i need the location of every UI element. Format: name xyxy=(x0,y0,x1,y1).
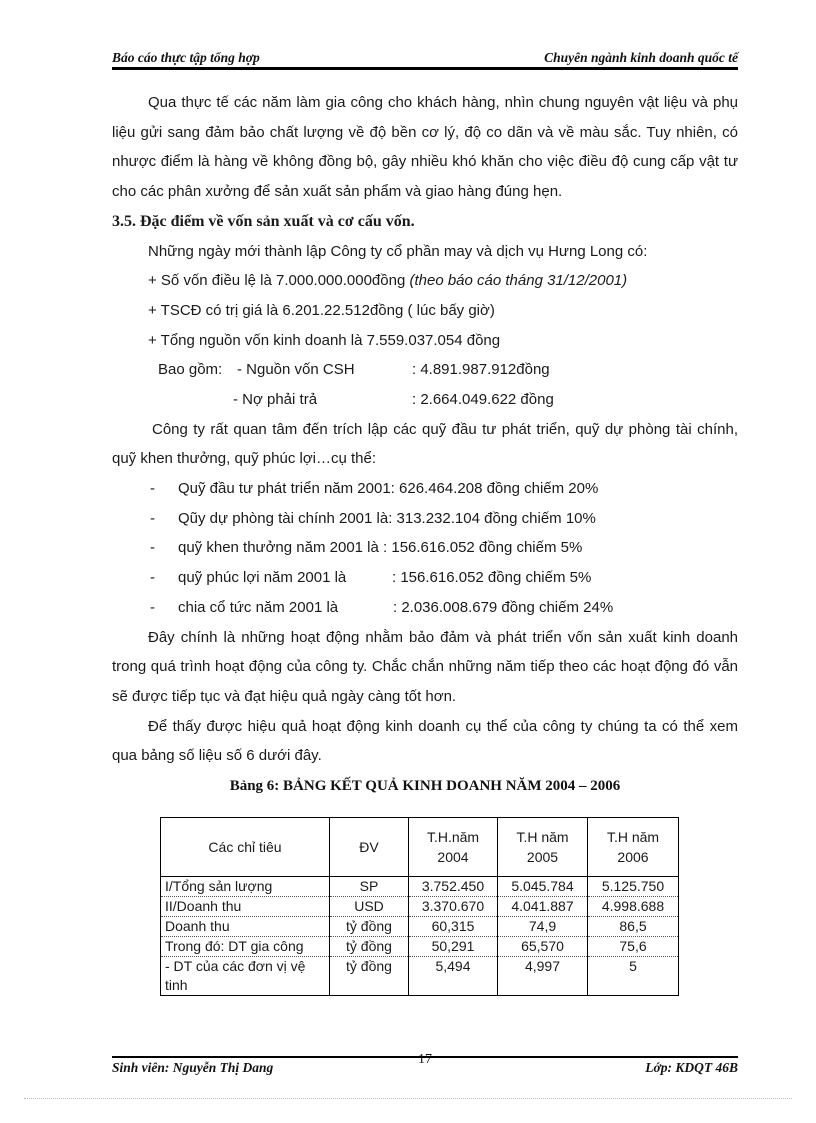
paragraph-intro: Những ngày mới thành lập Công ty cổ phần may và dịch vụ Hưng Long có: xyxy=(148,242,648,260)
debt-label: - Nợ phải trả xyxy=(233,391,318,409)
paragraph-conclusion: Đây chính là những hoạt động nhằm bảo đảm và phát triển vốn sản xuất kinh doanh trong quá trình hoạt động của công ty. Chắc chắn những năm tiếp theo các hoạt động đó vẫn sẽ được tiếp tục và đạt hiệu quả ngày càng tốt hơn. xyxy=(112,628,738,705)
fund-item: - quỹ khen thưởng năm 2001 là : 156.616.052 đồng chiếm 5% xyxy=(150,539,583,557)
table-caption: Bảng 6: BẢNG KẾT QUẢ KINH DOANH NĂM 2004 – 2006 xyxy=(229,778,621,794)
footer-class: Lớp: KDQT 46B xyxy=(645,1060,738,1075)
table-row: II/Doanh thu USD 3.370.670 4.041.887 4.998.688 xyxy=(161,897,679,917)
table-row: Trong đó: DT gia công tỷ đồng 50,291 65,570 75,6 xyxy=(161,937,679,957)
col-header: T.H năm 2005 xyxy=(498,818,588,877)
table-row: I/Tổng sản lượng SP 3.752.450 5.045.784 5.125.750 xyxy=(161,877,679,897)
col-header: Các chỉ tiêu xyxy=(161,818,330,877)
page-number: 17 xyxy=(418,1052,432,1067)
col-header: T.H năm 2006 xyxy=(588,818,679,877)
col-header: T.H.năm 2004 xyxy=(409,818,498,877)
page-header xyxy=(112,48,738,68)
section-heading: 3.5. Đặc điểm về vốn sản xuất và cơ cấu vốn. xyxy=(112,212,415,230)
header-title: Báo cáo thực tập tổng hợp xyxy=(112,50,260,65)
footer-student: Sinh viên: Nguyễn Thị Dang xyxy=(112,1060,274,1075)
debt-row xyxy=(112,385,738,415)
fund-item: - chia cổ tức năm 2001 là : 2.036.008.679 đồng chiếm 24% xyxy=(150,598,614,616)
paragraph-materials: Qua thực tế các năm làm gia công cho khách hàng, nhìn chung nguyên vật liệu và phụ liệu gửi sang đảm bảo chất lượng về độ bền cơ lý, độ co dãn và về màu sắc. Tuy nhiên, có nhược điểm là hàng về không đồng bộ, gây nhiều khó khăn cho việc điều độ cung cấp vật tư cho các phân xưởng để sản xuất sản phẩm và giao hàng đúng hẹn. xyxy=(112,94,738,201)
capital-note: (theo báo cáo tháng 31/12/2001) xyxy=(409,272,628,290)
table-header-row xyxy=(161,818,679,877)
debt-value: : 2.664.049.622 đồng xyxy=(412,391,554,409)
fund-item: - Quỹ đầu tư phát triển năm 2001: 626.464.208 đồng chiếm 20% xyxy=(150,480,599,498)
document-body xyxy=(112,88,738,771)
results-table xyxy=(160,817,679,996)
equity-label: - Nguồn vốn CSH xyxy=(237,361,355,379)
paragraph-funds-intro: Công ty rất quan tâm đến trích lập các quỹ đầu tư phát triển, quỹ dự phòng tài chính, quỹ khen thưởng, quỹ phúc lợi…cụ thể: xyxy=(112,420,738,468)
equity-row xyxy=(112,355,738,385)
fund-item: - Qũy dự phòng tài chính 2001 là: 313.232.104 đồng chiếm 10% xyxy=(150,509,596,527)
table-row: Doanh thu tỷ đồng 60,315 74,9 86,5 xyxy=(161,917,679,937)
page-bottom-border xyxy=(24,1098,792,1099)
paragraph-table-intro: Để thấy được hiệu quả hoạt động kinh doanh cụ thể của công ty chúng ta có thể xem qua bảng số liệu số 6 dưới đây. xyxy=(112,717,738,765)
capital-line xyxy=(112,266,738,296)
total-capital-line: + Tổng nguồn vốn kinh doanh là 7.559.037.054 đồng xyxy=(148,331,501,349)
page-footer xyxy=(112,1058,738,1078)
fixed-assets-line: + TSCĐ có trị giá là 6.201.22.512đồng ( lúc bấy giờ) xyxy=(148,301,495,319)
header-major: Chuyên ngành kinh doanh quốc tế xyxy=(544,50,738,65)
header-rule xyxy=(112,67,738,70)
col-header: ĐV xyxy=(330,818,409,877)
capital-text: + Số vốn điều lệ là 7.000.000.000đồng xyxy=(148,272,410,290)
equity-value: : 4.891.987.912đồng xyxy=(412,361,550,379)
fund-item: - quỹ phúc lợi năm 2001 là : 156.616.052 đồng chiếm 5% xyxy=(150,569,592,587)
includes-label: Bao gồm: xyxy=(158,361,223,379)
table-row: - DT của các đơn vị vệ tinh tỷ đồng 5,494 4,997 5 xyxy=(161,957,679,996)
